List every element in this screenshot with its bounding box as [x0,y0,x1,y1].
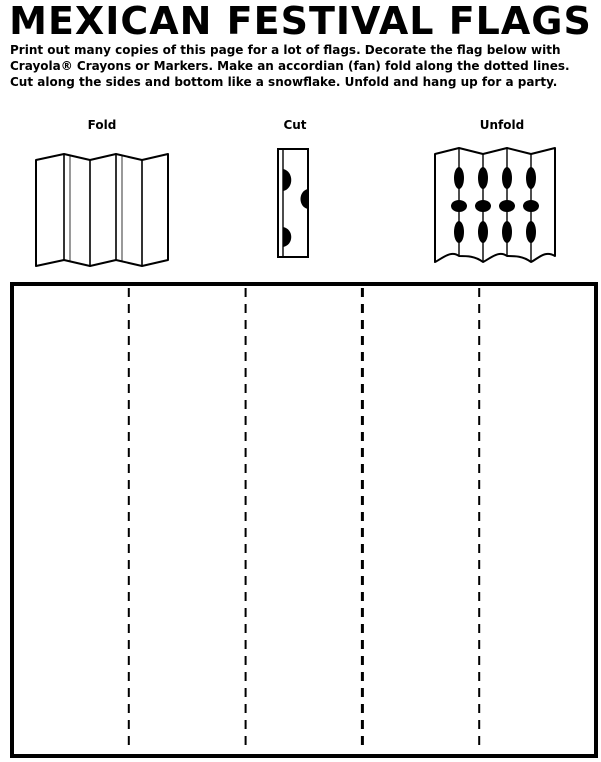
cut-step-label: Cut [283,118,307,132]
unfold-step-label: Unfold [479,118,525,132]
instructions-text: Print out many copies of this page for a lot of flags. Decorate the flag below with Crayola® Crayons or Markers. Make an accordian (fan) fold along the dotted lines. Cut along the sides and bottom like a snowflake. Unfold and hang up for a party. [10,43,570,89]
page-title: MEXICAN FESTIVAL FLAGS [9,0,592,43]
fold-step-label: Fold [87,118,117,132]
flag-outline [12,284,596,756]
